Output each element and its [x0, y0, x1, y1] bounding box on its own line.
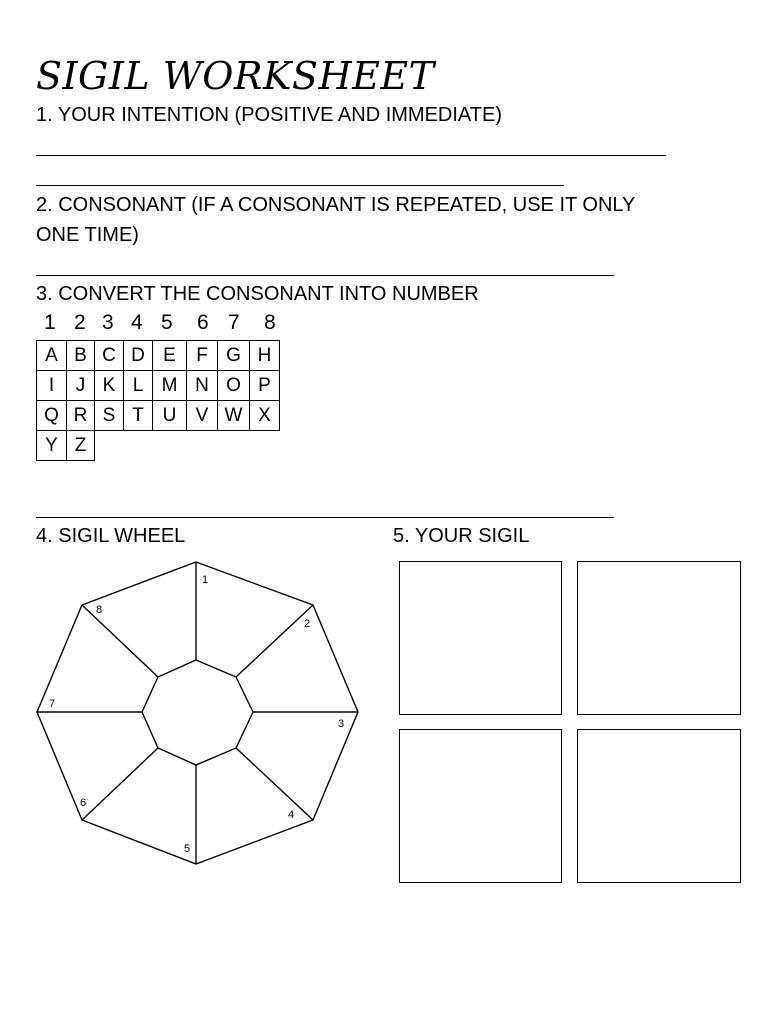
- letter-cell: G: [218, 341, 250, 371]
- letter-cell: J: [67, 371, 95, 401]
- letter-cell: N: [187, 371, 218, 401]
- step-3-label: 3. CONVERT THE CONSONANT INTO NUMBER: [36, 283, 479, 305]
- letter-cell: V: [187, 401, 218, 431]
- letter-cell: I: [37, 371, 67, 401]
- sigil-box-top-left[interactable]: [399, 561, 562, 715]
- wheel-number-7: 7: [49, 698, 56, 710]
- number-8: 8: [264, 311, 276, 334]
- wheel-spoke: [82, 748, 158, 820]
- wheel-spoke: [82, 605, 158, 677]
- number-4: 4: [131, 311, 143, 334]
- number-5: 5: [161, 311, 173, 334]
- sigil-box-bottom-left[interactable]: [399, 729, 562, 883]
- letter-cell: O: [218, 371, 250, 401]
- wheel-spoke: [236, 748, 313, 820]
- wheel-number-5: 5: [184, 843, 191, 855]
- letter-cell: F: [187, 341, 218, 371]
- number-2: 2: [74, 311, 86, 334]
- wheel-number-4: 4: [288, 809, 295, 821]
- letter-cell: B: [67, 341, 95, 371]
- number-1: 1: [44, 311, 56, 334]
- letter-cell: E: [153, 341, 187, 371]
- sigil-box-bottom-right[interactable]: [577, 729, 741, 883]
- wheel-number-1: 1: [202, 574, 209, 586]
- letter-cell: S: [95, 401, 124, 431]
- letter-cell: Q: [37, 401, 67, 431]
- worksheet-title: SIGIL WORKSHEET: [36, 54, 435, 98]
- letter-cell: Z: [67, 431, 95, 461]
- letter-cell: D: [124, 341, 153, 371]
- step-4-label: 4. SIGIL WHEEL: [36, 525, 186, 547]
- letter-cell: U: [153, 401, 187, 431]
- step-2-label-continued: ONE TIME): [36, 224, 139, 246]
- letter-cell: T: [124, 401, 153, 431]
- step-1-label: 1. YOUR INTENTION (POSITIVE AND IMMEDIATE): [36, 104, 502, 126]
- letter-cell: M: [153, 371, 187, 401]
- letter-cell: P: [250, 371, 280, 401]
- number-6: 6: [197, 311, 209, 334]
- letter-cell: R: [67, 401, 95, 431]
- wheel-spoke: [236, 605, 313, 677]
- number-7: 7: [228, 311, 240, 334]
- number-3: 3: [102, 311, 114, 334]
- step-2-label: 2. CONSONANT (IF A CONSONANT IS REPEATED, USE IT ONLY: [36, 194, 636, 216]
- wheel-number-2: 2: [304, 618, 311, 630]
- letter-cell: C: [95, 341, 124, 371]
- letter-cell: A: [37, 341, 67, 371]
- letter-cell: L: [124, 371, 153, 401]
- letter-cell: X: [250, 401, 280, 431]
- step-5-label: 5. YOUR SIGIL: [393, 525, 530, 547]
- letter-cell: H: [250, 341, 280, 371]
- letter-cell: Y: [37, 431, 67, 461]
- wheel-number-8: 8: [96, 604, 103, 616]
- wheel-number-3: 3: [338, 718, 345, 730]
- wheel-number-6: 6: [80, 797, 87, 809]
- sigil-box-top-right[interactable]: [577, 561, 741, 715]
- letter-cell: K: [95, 371, 124, 401]
- letter-cell: W: [218, 401, 250, 431]
